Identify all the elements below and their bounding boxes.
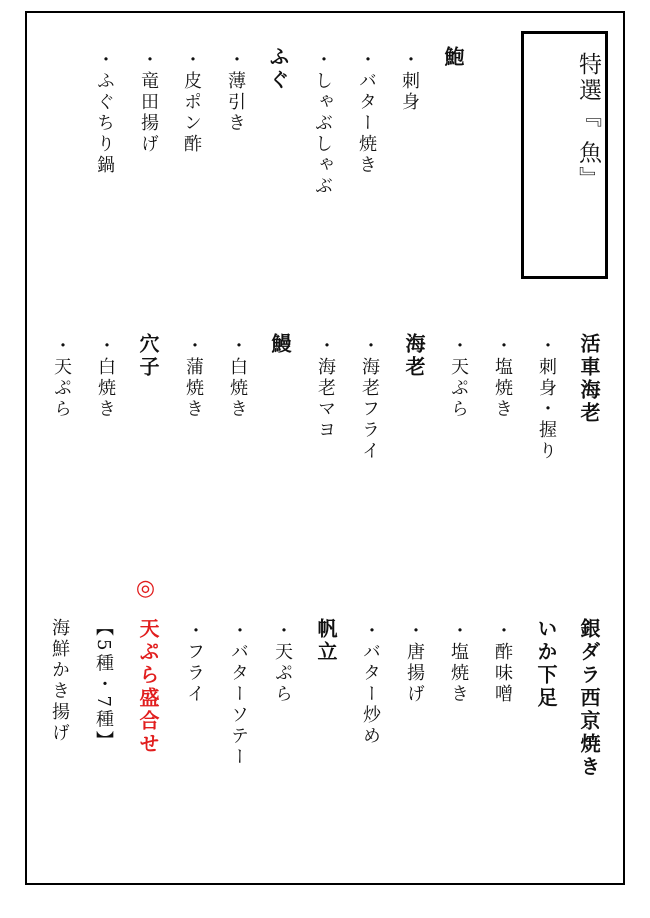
item-fugu-kawapon: ・皮ポン酢 (181, 50, 202, 155)
item-unagi-shirayaki: ・白焼き (227, 336, 248, 420)
item-hotate-tempura: ・天ぷら (272, 621, 293, 705)
item-kaisen-kakiage: 海鮮かき揚げ (49, 618, 70, 744)
item-awabi-sashimi: ・刺身 (399, 50, 420, 113)
item-awabi-shabu: ・しゃぶしゃぶ (312, 50, 333, 197)
double-circle-mark: ◎ (133, 576, 158, 601)
heading-fugu: ふぐ (266, 46, 290, 92)
heading-kuruma-ebi: 活車海老 (577, 333, 601, 425)
title-box (521, 31, 608, 279)
heading-unagi: 鰻 (268, 333, 292, 356)
heading-anago: 穴子 (136, 333, 160, 379)
heading-hotate: 帆立 (314, 618, 338, 664)
menu-title: 特選『 魚』 (575, 52, 601, 193)
item-kuruma-sashimi: ・刺身・握り (536, 336, 557, 462)
item-kuruma-tempura: ・天ぷら (448, 336, 469, 420)
item-ika-shioyaki: ・塩焼き (448, 621, 469, 705)
item-anago-tempura: ・天ぷら (51, 336, 72, 420)
item-awabi-butter: ・バター焼き (356, 50, 377, 176)
item-ebi-fry: ・海老フライ (359, 336, 380, 462)
heading-gindara: 銀ダラ西京焼き (577, 618, 601, 779)
item-fugu-chiri: ・ふぐちり鍋 (94, 50, 115, 176)
item-kuruma-shioyaki: ・塩焼き (492, 336, 513, 420)
item-ika-sumiso: ・酢味噌 (492, 621, 513, 705)
item-hotate-fry: ・フライ (184, 621, 205, 705)
item-unagi-kabayaki: ・蒲焼き (183, 336, 204, 420)
item-ebi-mayo: ・海老マヨ (315, 336, 336, 441)
heading-awabi: 鮑 (441, 46, 465, 69)
heading-ika: いか下足 (534, 618, 558, 710)
tempura-variety-note: 【5種・7種】 (93, 618, 114, 752)
item-fugu-tatsuta: ・竜田揚げ (138, 50, 159, 155)
item-ika-karaage: ・唐揚げ (404, 621, 425, 705)
heading-ebi: 海老 (402, 333, 426, 379)
heading-tempura-moriawase: 天ぷら盛合せ (136, 618, 160, 756)
item-ika-butter: ・バター炒め (360, 621, 381, 747)
item-anago-shirayaki: ・白焼き (95, 336, 116, 420)
item-hotate-saute: ・バターソテー (228, 621, 249, 768)
item-fugu-usubiki: ・薄引き (225, 50, 246, 134)
